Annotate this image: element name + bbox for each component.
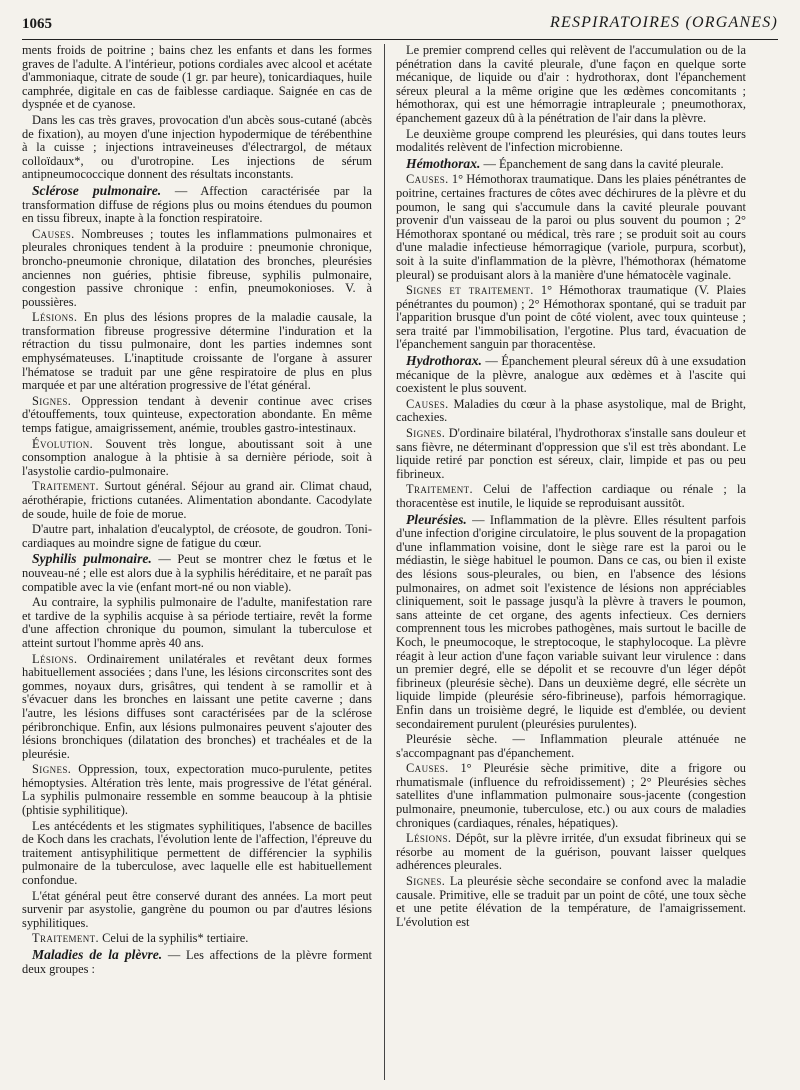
paragraph-text: Ordinairement unilatérales et revêtant deux formes habituellement associées ; dans l'une, les lésions circonscrites sont des gommes, noyaux durs, grisâtres, qui tendent à se ramollir et à s'évacuer dans les bronches en laissant une petite caverne ; dans l'autre, les lésions diffuses sont caractérisées par de la sclérose péribronchique. Enfin, aux lésions pulmonaires peuvent s'ajouter des lésions bronchiques (dilatation des bronches) et trachéales et de la pleurésie.	[22, 651, 372, 761]
paragraph	[396, 128, 746, 155]
paragraph	[22, 552, 372, 594]
paragraph-text: D'autre part, inhalation d'eucalyptol, de créosote, de goudron. Toni-cardiaques au moindre signe de fatigue du cœur.	[22, 522, 372, 550]
paragraph-text: — Les affections de la plèvre forment deux groupes :	[22, 948, 372, 976]
section-title: Pleurésies.	[406, 511, 467, 527]
running-title: RESPIRATOIRES (ORGANES)	[550, 14, 778, 31]
subsection-lead: Causes.	[406, 172, 449, 187]
section-title: Syphilis pulmonaire.	[32, 551, 152, 567]
paragraph-text: — Peut se montrer chez le fœtus et le nouveau-né ; elle est alors due à la syphilis héréditaire, et ne paraît pas compatible avec la vie (enfant mort-né ou non viable).	[22, 552, 372, 594]
subsection-lead: Traitement.	[406, 482, 474, 497]
paragraph-text: Les antécédents et les stigmates syphilitiques, l'absence de bacilles de Koch dans les crachats, l'évolution lente de l'affection, l'épreuve du traitement antisyphilitique permettent de différencier la syphilis pulmonaire de la tuberculose, avec laquelle elle est habituellement confondue.	[22, 818, 372, 888]
paragraph	[396, 427, 746, 481]
page-number: 1065	[22, 16, 52, 32]
paragraph-text: Nombreuses ; toutes les inflammations pulmonaires et pleurales chroniques tendent à la produire : pneumonie chronique, broncho-pneumonie chronique, dilatation des bronches, pleurésies anciennes non guéries, phtisie fibreuse, syphilis pulmonaire, congestion passive chronique : enfin, pneumokonioses. V. à poussières.	[22, 226, 372, 309]
paragraph	[396, 875, 746, 929]
paragraph	[22, 228, 372, 310]
paragraph-text: ments froids de poitrine ; bains chez les enfants et dans les formes graves de l'adulte. A l'intérieur, potions cordiales avec alcool et acétate d'ammoniaque, citrate de soude (1 gr. par heure), tonicardiaques, huile camphrée, digitale en cas de faiblesse cardiaque. Saignée en cas de dyspnée et de cyanose.	[22, 44, 372, 112]
paragraph	[22, 763, 372, 817]
paragraph	[396, 354, 746, 396]
paragraph	[22, 596, 372, 650]
section-title: Sclérose pulmonaire.	[32, 182, 162, 198]
subsection-lead: Causes.	[406, 761, 449, 776]
paragraph	[22, 114, 372, 182]
paragraph-text: — Affection caractérisée par la transformation diffuse de régions plus ou moins étendues du poumon en tissu fibreux, inapte à la fonction respiratoire.	[22, 183, 372, 226]
paragraph-text: Pleurésie sèche. — Inflammation pleurale atténuée ne s'accompagnant pas d'épanchement.	[396, 732, 746, 760]
paragraph-text: Maladies du cœur à la phase asystolique, mal de Bright, cachexies.	[396, 396, 746, 425]
paragraph	[396, 762, 746, 830]
paragraph-text: Souvent très longue, aboutissant soit à une consomption analogue à la phtisie à sa dernière période, soit à l'asystolie cardio-pulmonaire.	[22, 436, 372, 478]
subsection-lead: Signes et traitement.	[406, 283, 534, 298]
section-title: Maladies de la plèvre.	[32, 947, 163, 962]
paragraph	[22, 184, 372, 226]
paragraph-text: Dans les cas très graves, provocation d'un abcès sous-cutané (abcès de fixation), au moyen d'une injection hypodermique de térébenthine à la cuisse ; injections intraveineuses d'électrargol, de métaux colloïdaux*, ou d'urotropine. Les injections de sérum antipneumococcique donnent des résultats inconstants.	[22, 112, 372, 182]
paragraph-text: Le premier comprend celles qui relèvent de l'accumulation ou de la pénétration dans la cavité pleurale, d'une façon en quelque sorte mécanique, de liquide ou d'air : hydrothorax, dont l'épanchement séreux pleural a la même origine que les œdèmes concomitants ; hémothorax, qui est une hémorragie intrapleurale ; pneumothorax, épanchement gazeux dû à la pénétration de l'air dans la plèvre.	[396, 44, 746, 125]
paragraph-text: 1° Hémothorax traumatique (V. Plaies pénétrantes du poumon) ; 2° Hémothorax spontané, qui se traduit par l'apparition brusque d'un point de côté violent, avec toux quinteuse ; sera traité par l'immobilisation, l'ergotine. Plus tard, évacuation de l'épanchement sanguin par thoracentèse.	[396, 283, 746, 352]
paragraph	[396, 513, 746, 732]
paragraph	[22, 820, 372, 888]
section-title: Hydrothorax.	[406, 353, 482, 369]
header-rule	[22, 39, 778, 40]
subsection-lead: Causes.	[32, 226, 75, 241]
subsection-lead: Traitement.	[32, 479, 100, 494]
paragraph	[22, 890, 372, 931]
subsection-lead: Lésions.	[32, 651, 78, 666]
paragraph-text: — Épanchement de sang dans la cavité pleurale.	[480, 156, 724, 171]
paragraph-text: Dépôt, sur la plèvre irritée, d'un exsudat fibrineux qui se résorbe au moment de la guérison, pouvant laisser quelques adhérences pleurales.	[396, 831, 746, 873]
paragraph-text: — Épanchement pleural séreux dû à une exsudation mécanique de la plèvre, analogue aux œdèmes et à l'ascite qui coexistent le plus souvent.	[396, 354, 746, 396]
subsection-lead: Signes.	[32, 762, 72, 777]
paragraph	[22, 653, 372, 762]
paragraph	[396, 284, 746, 352]
paragraph	[396, 157, 746, 172]
paragraph	[396, 733, 746, 760]
paragraph	[22, 932, 372, 946]
paragraph-text: En plus des lésions propres de la maladie causale, la transformation fibreuse progressive détermine l'induration et la rétraction du tissu pulmonaire, dont les parties indemnes sont emphysémateuses. L'inaptitude croissante de l'organe à assurer l'hématose se traduit par une gêne respiratoire de plus en plus marquée et par une altération progressive de l'état général.	[22, 310, 372, 393]
paragraph-text: 1° Hémothorax traumatique. Dans les plaies pénétrantes de poitrine, certaines fractures de côtes avec déchirures de la plèvre et du poumon, le sang qui s'accumule dans la cavité pleurale pouvant provenir d'un vaisseau de la paroi ou plus souvent du poumon ; 2° Hémothorax spontané ou médical, très rare ; se produit soit au cours d'une maladie infectieuse hémorragique (variole, purpura, scorbut), soit à la suite d'inflammation de la plèvre, l'hémothorax (hématome pleural) se produisant alors à la manière d'une hématocèle vaginale.	[396, 172, 746, 282]
paragraph	[22, 438, 372, 479]
subsection-lead: Signes.	[32, 393, 72, 408]
subsection-lead: Lésions.	[406, 831, 452, 846]
paragraph	[396, 483, 746, 510]
right-column	[396, 44, 746, 1080]
page-header	[22, 12, 778, 36]
paragraph	[396, 44, 746, 126]
subsection-lead: Lésions.	[32, 310, 78, 325]
subsection-lead: Signes.	[406, 874, 446, 889]
paragraph	[22, 311, 372, 393]
section-title: Hémothorax.	[406, 155, 481, 171]
paragraph	[396, 398, 746, 425]
column-divider	[384, 44, 385, 1080]
paragraph	[396, 173, 746, 282]
paragraph-text: Celui de la syphilis* tertiaire.	[99, 931, 249, 946]
paragraph	[22, 523, 372, 550]
paragraph	[22, 480, 372, 521]
subsection-lead: Traitement.	[32, 931, 100, 946]
paragraph-text: La pleurésie sèche secondaire se confond avec la maladie causale. Primitive, elle se traduit par un point de côté, une toux sèche et une petite élévation de la température, de l'amaigrissement. L'évolution est	[396, 874, 746, 929]
paragraph-text: Le deuxième groupe comprend les pleurésies, qui dans toutes leurs modalités relèvent de l'infection microbienne.	[396, 126, 746, 155]
paragraph	[22, 44, 372, 112]
subsection-lead: Signes.	[406, 426, 446, 441]
paragraph-text: L'état général peut être conservé durant des années. La mort peut survenir par asystolie, gangrène du poumon ou par d'autres lésions syphilitiques.	[22, 888, 372, 930]
paragraph-text: Au contraire, la syphilis pulmonaire de l'adulte, manifestation rare et tardive de la syphilis acquise à sa période tertiaire, revêt la forme d'une affection chronique du poumon, simulant la tuberculose et atteint surtout l'homme après 40 ans.	[22, 595, 372, 650]
subsection-lead: Évolution.	[32, 436, 94, 451]
paragraph-text: — Inflammation de la plèvre. Elles résultent parfois d'une infection d'origine circulatoire, le plus souvent de la propagation d'une inflammation voisine, dont le siège rare est la paroi ou le médiastin, le siège habituel le poumon. Dans ce cas, ou bien il existe des lésions sous-pleurales, ou bien, en l'absence des lésions pulmonaires, on admet soit l'existence de lésions non appréciables cliniquement, soit le passage jusqu'à la plèvre à travers le poumon, sans atteinte de cet organe, des agents infectieux. Ces derniers comprennent tous les microbes pathogènes, mais surtout le bacille de Koch, le pneumocoque, le streptocoque, le staphylocoque. La plèvre réagit à leur action d'une façon variable suivant leur virulence : dans un premier degré, elle se dépolit et se recouvre d'un léger dépôt fibrineux (pleurésie sèche). Dans un deuxième degré, elle sécrète un liquide limpide (pleurésie séro-fibrineuse), parfois hémorragique. Enfin dans un troisième degré, le liquide est d'emblée, ou devient secondairement purulent (pleurésies purulentes).	[396, 512, 746, 731]
paragraph-text: D'ordinaire bilatéral, l'hydrothorax s'installe sans douleur et sans fièvre, ne déterminant d'oppression que s'il est très abondant. Le liquide retiré par ponction est séreux, clair, limpide et pas ou peu fibrineux.	[396, 426, 746, 481]
subsection-lead: Causes.	[406, 396, 449, 411]
paragraph-text: 1° Pleurésie sèche primitive, dite a frigore ou rhumatismale (influence du refroidissement) ; 2° Pleurésies sèches satellites d'une inflammation pulmonaire sous-jacente (congestion pulmonaire, pneumonie, tuberculose, etc.) ou aux cours de maladies chroniques (cardiaques, rénales, hépatiques).	[396, 761, 746, 830]
paragraph-text: Celui de l'affection cardiaque ou rénale ; la thoracentèse est inutile, le liquide se reproduisant aussitôt.	[396, 482, 746, 510]
paragraph	[22, 948, 372, 976]
paragraph-text: Oppression tendant à devenir continue avec crises d'étouffements, toux quinteuse, expectoration abondante. En même temps fatigue, amaigrissement, anémie, troubles gastro-intestinaux.	[22, 393, 372, 436]
paragraph-text: Surtout général. Séjour au grand air. Climat chaud, aérothérapie, frictions cutanées. Alimentation abondante. Cacodylate de soude, huile de foie de morue.	[22, 479, 372, 521]
paragraph	[22, 395, 372, 436]
left-column	[22, 44, 372, 1080]
paragraph	[396, 832, 746, 873]
paragraph-text: Oppression, toux, expectoration muco-purulente, petites hémoptysies. Altération très lente, mais progressive de l'état général. La syphilis pulmonaire ressemble en somme beaucoup à la phtisie (phtisie syphilitique).	[22, 762, 372, 818]
